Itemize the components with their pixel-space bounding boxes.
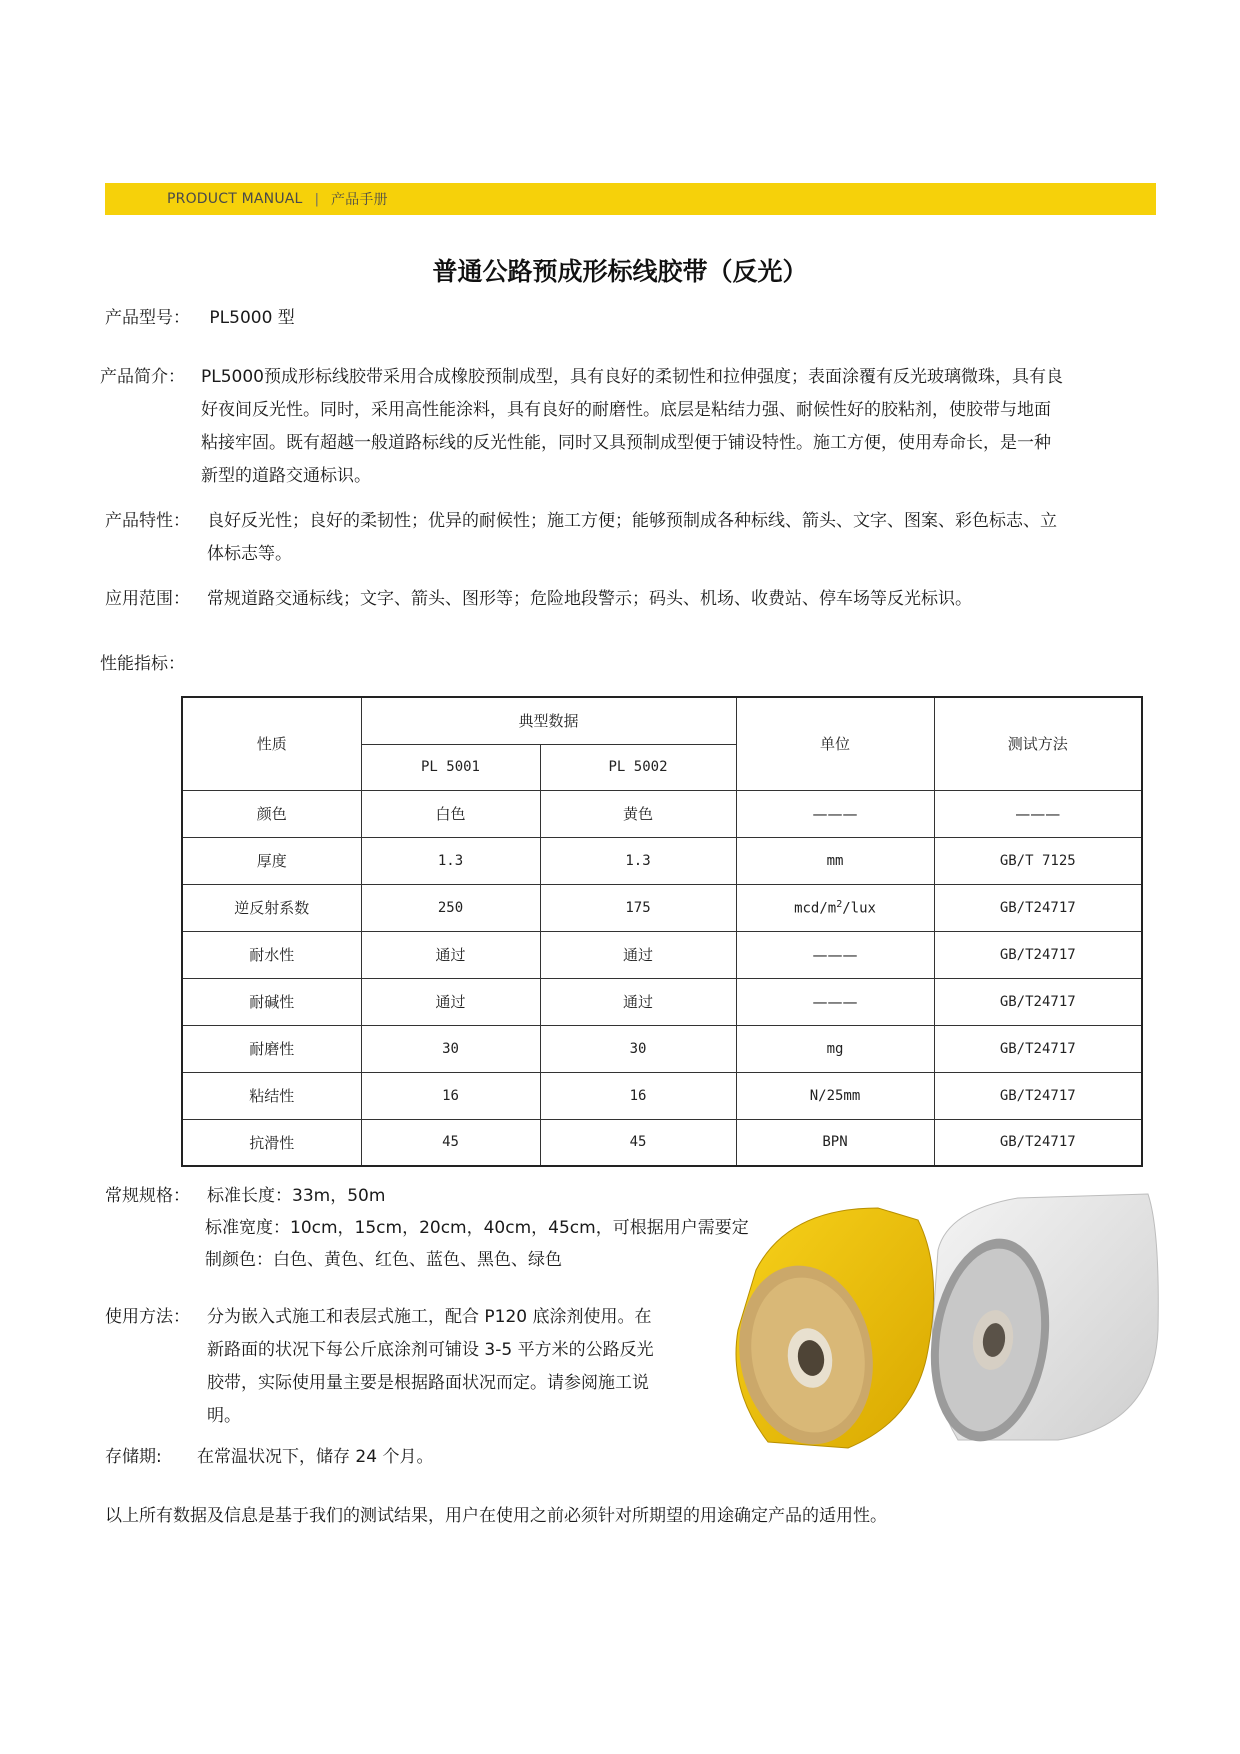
- cell-b: 175: [540, 884, 736, 931]
- cell-property: 颜色: [182, 790, 361, 837]
- table-row: [182, 1119, 1142, 1166]
- cell-unit: [736, 884, 934, 931]
- model-label: 产品型号：: [105, 308, 190, 328]
- cell-unit: N/25mm: [736, 1072, 934, 1119]
- header-model-a: PL 5001: [361, 744, 540, 790]
- intro-line: 粘接牢固。既有超越一般道路标线的反光性能，同时又具预制成型便于铺设特性。施工方便，使用寿命长，是一种: [201, 433, 1051, 453]
- cell-property: 厚度: [182, 837, 361, 884]
- table-row: [182, 931, 1142, 978]
- cell-a: 250: [361, 884, 540, 931]
- application-label: 应用范围：: [105, 589, 190, 609]
- cell-b: 通过: [540, 931, 736, 978]
- cell-unit: BPN: [736, 1119, 934, 1166]
- cell-a: 30: [361, 1025, 540, 1072]
- table-row: [182, 790, 1142, 837]
- unit-main: mcd/m: [794, 900, 837, 917]
- performance-label: 性能指标：: [100, 654, 185, 674]
- cell-b: 30: [540, 1025, 736, 1072]
- specs-colors: 制颜色：白色、黄色、红色、蓝色、黑色、绿色: [205, 1250, 562, 1270]
- intro-line: PL5000预成形标线胶带采用合成橡胶预制成型，具有良好的柔韧性和拉伸强度；表面涂覆有反光玻璃微珠，具有良: [201, 367, 1063, 387]
- disclaimer: 以上所有数据及信息是基于我们的测试结果，用户在使用之前必须针对所期望的用途确定产品的适用性。: [105, 1506, 887, 1526]
- table-row: [182, 978, 1142, 1025]
- usage-line: 胶带，实际使用量主要是根据路面状况而定。请参阅施工说: [207, 1373, 649, 1393]
- header-method: 测试方法: [934, 697, 1142, 790]
- white-roll: [918, 1194, 1158, 1449]
- cell-unit: ———: [736, 978, 934, 1025]
- intro-paragraph: [201, 361, 1161, 493]
- intro-line: 好夜间反光性。同时，采用高性能涂料，具有良好的耐磨性。底层是粘结力强、耐候性好的胶粘剂，使胶带与地面: [201, 400, 1051, 420]
- cell-method: GB/T 7125: [934, 837, 1142, 884]
- cell-unit: ———: [736, 931, 934, 978]
- model-row: [105, 302, 295, 335]
- storage-label: 存储期:: [105, 1447, 162, 1467]
- usage-paragraph: [207, 1301, 727, 1433]
- specs-length: 标准长度：33m，50m: [207, 1186, 386, 1206]
- header-typical: 典型数据: [361, 697, 736, 744]
- header-separator: |: [314, 191, 319, 207]
- unit-tail: /lux: [842, 900, 876, 917]
- cell-b: 1.3: [540, 837, 736, 884]
- specs-label: 常规规格：: [105, 1186, 190, 1206]
- cell-property: 抗滑性: [182, 1119, 361, 1166]
- yellow-roll: [728, 1208, 934, 1450]
- cell-unit: mm: [736, 837, 934, 884]
- cell-b: 45: [540, 1119, 736, 1166]
- table-header-row: [182, 697, 1142, 744]
- usage-line: 新路面的状况下每公斤底涂剂可铺设 3-5 平方米的公路反光: [207, 1340, 654, 1360]
- intro-line: 新型的道路交通标识。: [201, 466, 371, 486]
- features-line: 体标志等。: [207, 544, 292, 564]
- table-row: [182, 1025, 1142, 1072]
- unit-superscript: 2: [836, 898, 843, 910]
- features-paragraph: [207, 505, 1157, 571]
- cell-property: 耐碱性: [182, 978, 361, 1025]
- header-left-text: PRODUCT MANUAL: [167, 191, 303, 207]
- tape-rolls-image: [728, 1190, 1160, 1450]
- page-title: 普通公路预成形标线胶带（反光）: [432, 257, 808, 286]
- cell-a: 白色: [361, 790, 540, 837]
- cell-property: 耐水性: [182, 931, 361, 978]
- table-row: [182, 1072, 1142, 1119]
- intro-label: 产品简介：: [100, 367, 185, 387]
- table-row: [182, 837, 1142, 884]
- cell-a: 通过: [361, 978, 540, 1025]
- usage-line: 明。: [207, 1406, 241, 1426]
- cell-method: GB/T24717: [934, 1119, 1142, 1166]
- specs-width: 标准宽度：10cm，15cm，20cm，40cm，45cm，可根据用户需要定: [205, 1218, 749, 1238]
- cell-b: 通过: [540, 978, 736, 1025]
- header-property: 性质: [182, 697, 361, 790]
- cell-unit: ———: [736, 790, 934, 837]
- cell-method: GB/T24717: [934, 978, 1142, 1025]
- usage-line: 分为嵌入式施工和表层式施工，配合 P120 底涂剂使用。在: [207, 1307, 652, 1327]
- cell-method: ———: [934, 790, 1142, 837]
- cell-property: 逆反射系数: [182, 884, 361, 931]
- cell-b: 16: [540, 1072, 736, 1119]
- cell-property: 耐磨性: [182, 1025, 361, 1072]
- usage-label: 使用方法：: [105, 1307, 190, 1327]
- cell-a: 通过: [361, 931, 540, 978]
- application-text: 常规道路交通标线；文字、箭头、图形等；危险地段警示；码头、机场、收费站、停车场等反光标识。: [207, 589, 972, 609]
- cell-unit: mg: [736, 1025, 934, 1072]
- table-row: [182, 884, 1142, 931]
- features-line: 良好反光性；良好的柔韧性；优异的耐候性；施工方便；能够预制成各种标线、箭头、文字、图案、彩色标志、立: [207, 511, 1057, 531]
- model-value: PL5000 型: [209, 308, 295, 328]
- cell-a: 1.3: [361, 837, 540, 884]
- cell-a: 45: [361, 1119, 540, 1166]
- header-right-text: 产品手册: [330, 192, 388, 208]
- header-unit: 单位: [736, 697, 934, 790]
- features-label: 产品特性：: [105, 511, 190, 531]
- storage-text: 在常温状况下，储存 24 个月。: [197, 1447, 434, 1467]
- cell-b: 黄色: [540, 790, 736, 837]
- header-model-b: PL 5002: [540, 744, 736, 790]
- cell-property: 粘结性: [182, 1072, 361, 1119]
- cell-method: GB/T24717: [934, 931, 1142, 978]
- cell-method: GB/T24717: [934, 884, 1142, 931]
- performance-table: [181, 696, 1143, 1167]
- cell-method: GB/T24717: [934, 1025, 1142, 1072]
- cell-a: 16: [361, 1072, 540, 1119]
- cell-method: GB/T24717: [934, 1072, 1142, 1119]
- header-bar: [105, 183, 1156, 215]
